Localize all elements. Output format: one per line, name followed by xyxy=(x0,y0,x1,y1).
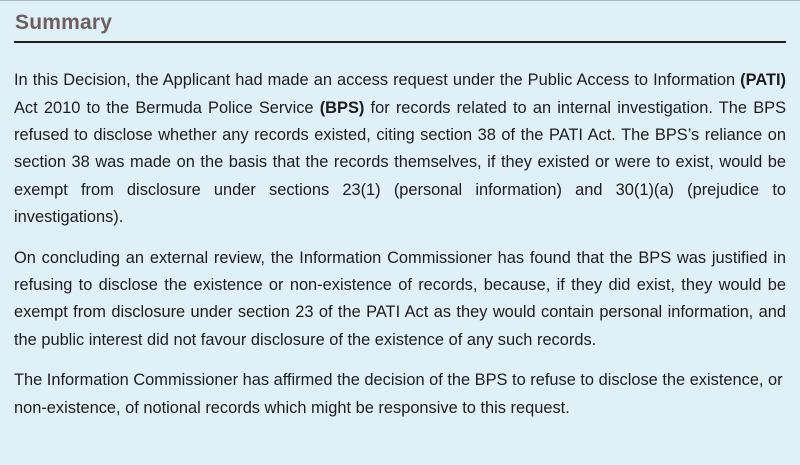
summary-heading: Summary xyxy=(15,11,113,34)
text-segment: Act 2010 to the Bermuda Police Service xyxy=(14,98,320,117)
text-segment: On concluding an external review, the Information Commissioner has found that the BPS was justified in refusing to disclose the existence or non-existence of records, because, if they did exist, they would be exempt from disclosure under section 23 of the PATI Act as they would contain personal information, and the public interest did not favour disclosure of the existence of any such records. xyxy=(14,248,786,349)
heading-underline-rule xyxy=(14,41,786,43)
bold-text-segment: (BPS) xyxy=(319,98,365,117)
summary-paragraphs xyxy=(14,67,786,422)
bold-text-segment: (PATI) xyxy=(740,71,786,90)
text-segment: In this Decision, the Applicant had made an access request under the Public Access to Information xyxy=(14,71,741,90)
text-segment: The Information Commissioner has affirmed the decision of the BPS to refuse to disclose the existence, or non-existence, of notional records which might be responsive to this request. xyxy=(14,371,783,417)
text-segment: for records related to an internal investigation. The BPS refused to disclose whether any records existed, citing section 38 of the PATI Act. The BPS’s reliance on section 38 was made on the basis that the records themselves, if they existed or were to exist, would be exempt from disclosure under sections 23(1) (personal information) and 30(1)(a) (prejudice to investigations). xyxy=(14,98,786,227)
summary-paragraph xyxy=(14,245,786,355)
summary-paragraph xyxy=(14,67,786,231)
summary-paragraph xyxy=(14,367,786,422)
summary-box xyxy=(0,11,800,422)
